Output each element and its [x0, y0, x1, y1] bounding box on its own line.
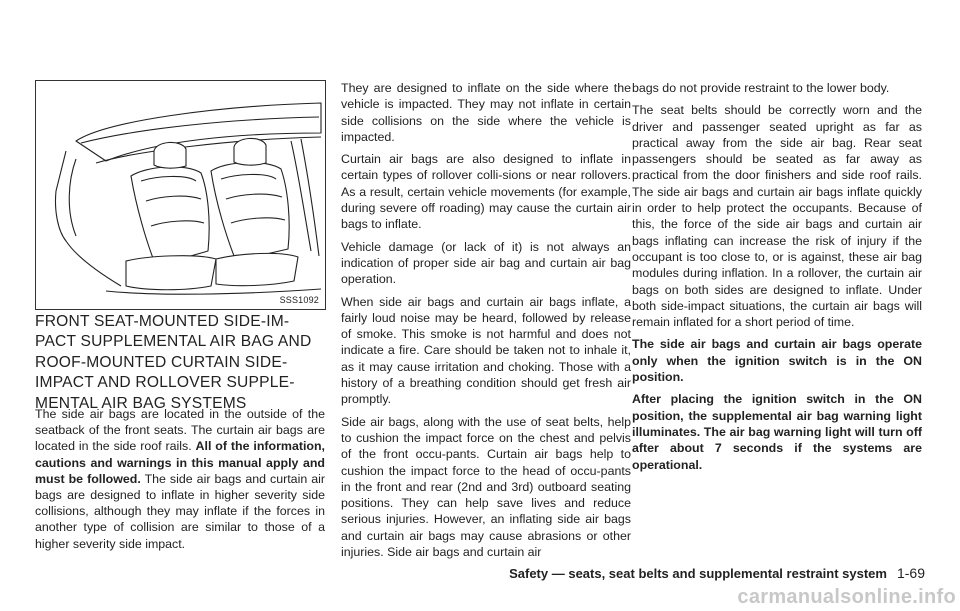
- airbag-figure: [35, 80, 326, 310]
- intro-paragraph: [35, 406, 325, 552]
- paragraph: Side air bags, along with the use of seat belts, help to cushion the impact force on the chest and pelvis of the front occu-pants. Curtain air bags help to cushion the impact force to the head of occu-pants in the front and rear (2nd and 3rd) outboard seating positions. They can help save lives and reduce serious injuries. However, an inflating side air bags and curtain air bags may cause abrasions or other injuries. Side air bags and curtain air: [341, 414, 631, 560]
- paragraph: Vehicle damage (or lack of it) is not always an indication of proper side air bag and curtain air bag operation.: [341, 239, 631, 287]
- paragraph-bold: [632, 336, 922, 385]
- section-heading: [35, 312, 327, 414]
- heading-line: PACT SUPPLEMENTAL AIR BAG AND: [35, 333, 312, 351]
- heading-line: IMPACT AND ROLLOVER SUPPLE-: [35, 374, 295, 392]
- figure-code: SSS1092: [279, 295, 319, 305]
- page-number: 1-69: [896, 565, 925, 581]
- paragraph: Curtain air bags are also designed to inflate in certain types of rollover colli-sions or near rollovers. As a result, certain vehicle movements (for example, during severe off roading) may cause the curtain air bags to inflate.: [341, 152, 631, 232]
- intro-text-continued: The side air bags and curtain air bags are designed to inflate in higher severity side collisions, although they may inflate if the forces in another type of collision are similar to those of a higher severity side impact.: [35, 471, 325, 551]
- column-2: [341, 80, 631, 566]
- paragraph: The seat belts should be correctly worn and the driver and passenger seated upright as far as practical away from the side air bag. Rear seat passengers should be seated as far away as practical from the door finishers and side roof rails. The side air bags and curtain air bags inflate quickly in order to help protect the occupants. Because of this, the force of the side air bags and curtain air bags inflating can increase the risk of injury if the occupant is too close to, or is against, these air bag modules during inflation. In a rollover, the curtain air bags on both sides are designed to inflate. Under both side-impact situations, the curtain air bags will remain inflated for a short period of time.: [632, 103, 922, 330]
- bold-text: After placing the ignition switch in the ON position, the supplemental air bag warning light illuminates. The air bag warning light will turn off after about 7 seconds if the systems are operational.: [632, 392, 922, 472]
- paragraph-bold: [632, 391, 922, 472]
- bold-text: The side air bags and curtain air bags operate only when the ignition switch is in the ON position.: [632, 337, 922, 385]
- heading-line: ROOF-MOUNTED CURTAIN SIDE-: [35, 353, 288, 371]
- page-footer: [509, 565, 925, 581]
- intro-text: The side air bags are located in the outside of the seatback of the front seats. The curtain air bags are located in the side roof rails.: [35, 407, 325, 454]
- heading-line: FRONT SEAT-MOUNTED SIDE-IM-: [35, 313, 290, 330]
- intro-bold-text: All of the information, cautions and warnings in this manual apply and must be followed.: [35, 439, 325, 486]
- heading-line: MENTAL AIR BAG SYSTEMS: [35, 394, 247, 412]
- footer-section-title: Safety — seats, seat belts and supplemental restraint system: [509, 566, 887, 581]
- seat-curtain-airbag-illustration: [36, 81, 325, 309]
- watermark: carmanualsonline.info: [737, 586, 956, 608]
- column-3: [632, 80, 922, 479]
- paragraph: When side air bags and curtain air bags inflate, a fairly loud noise may be heard, followed by release of smoke. This smoke is not harmful and does not indicate a fire. Care should be taken not to inhale it, as it may cause irritation and choking. Those with a history of a breathing condition should get fresh air promptly.: [341, 294, 631, 407]
- paragraph: bags do not provide restraint to the lower body.: [632, 81, 890, 95]
- paragraph: They are designed to inflate on the side where the vehicle is impacted. They may not inflate in certain side collisions on the side where the vehicle is impacted.: [341, 81, 631, 144]
